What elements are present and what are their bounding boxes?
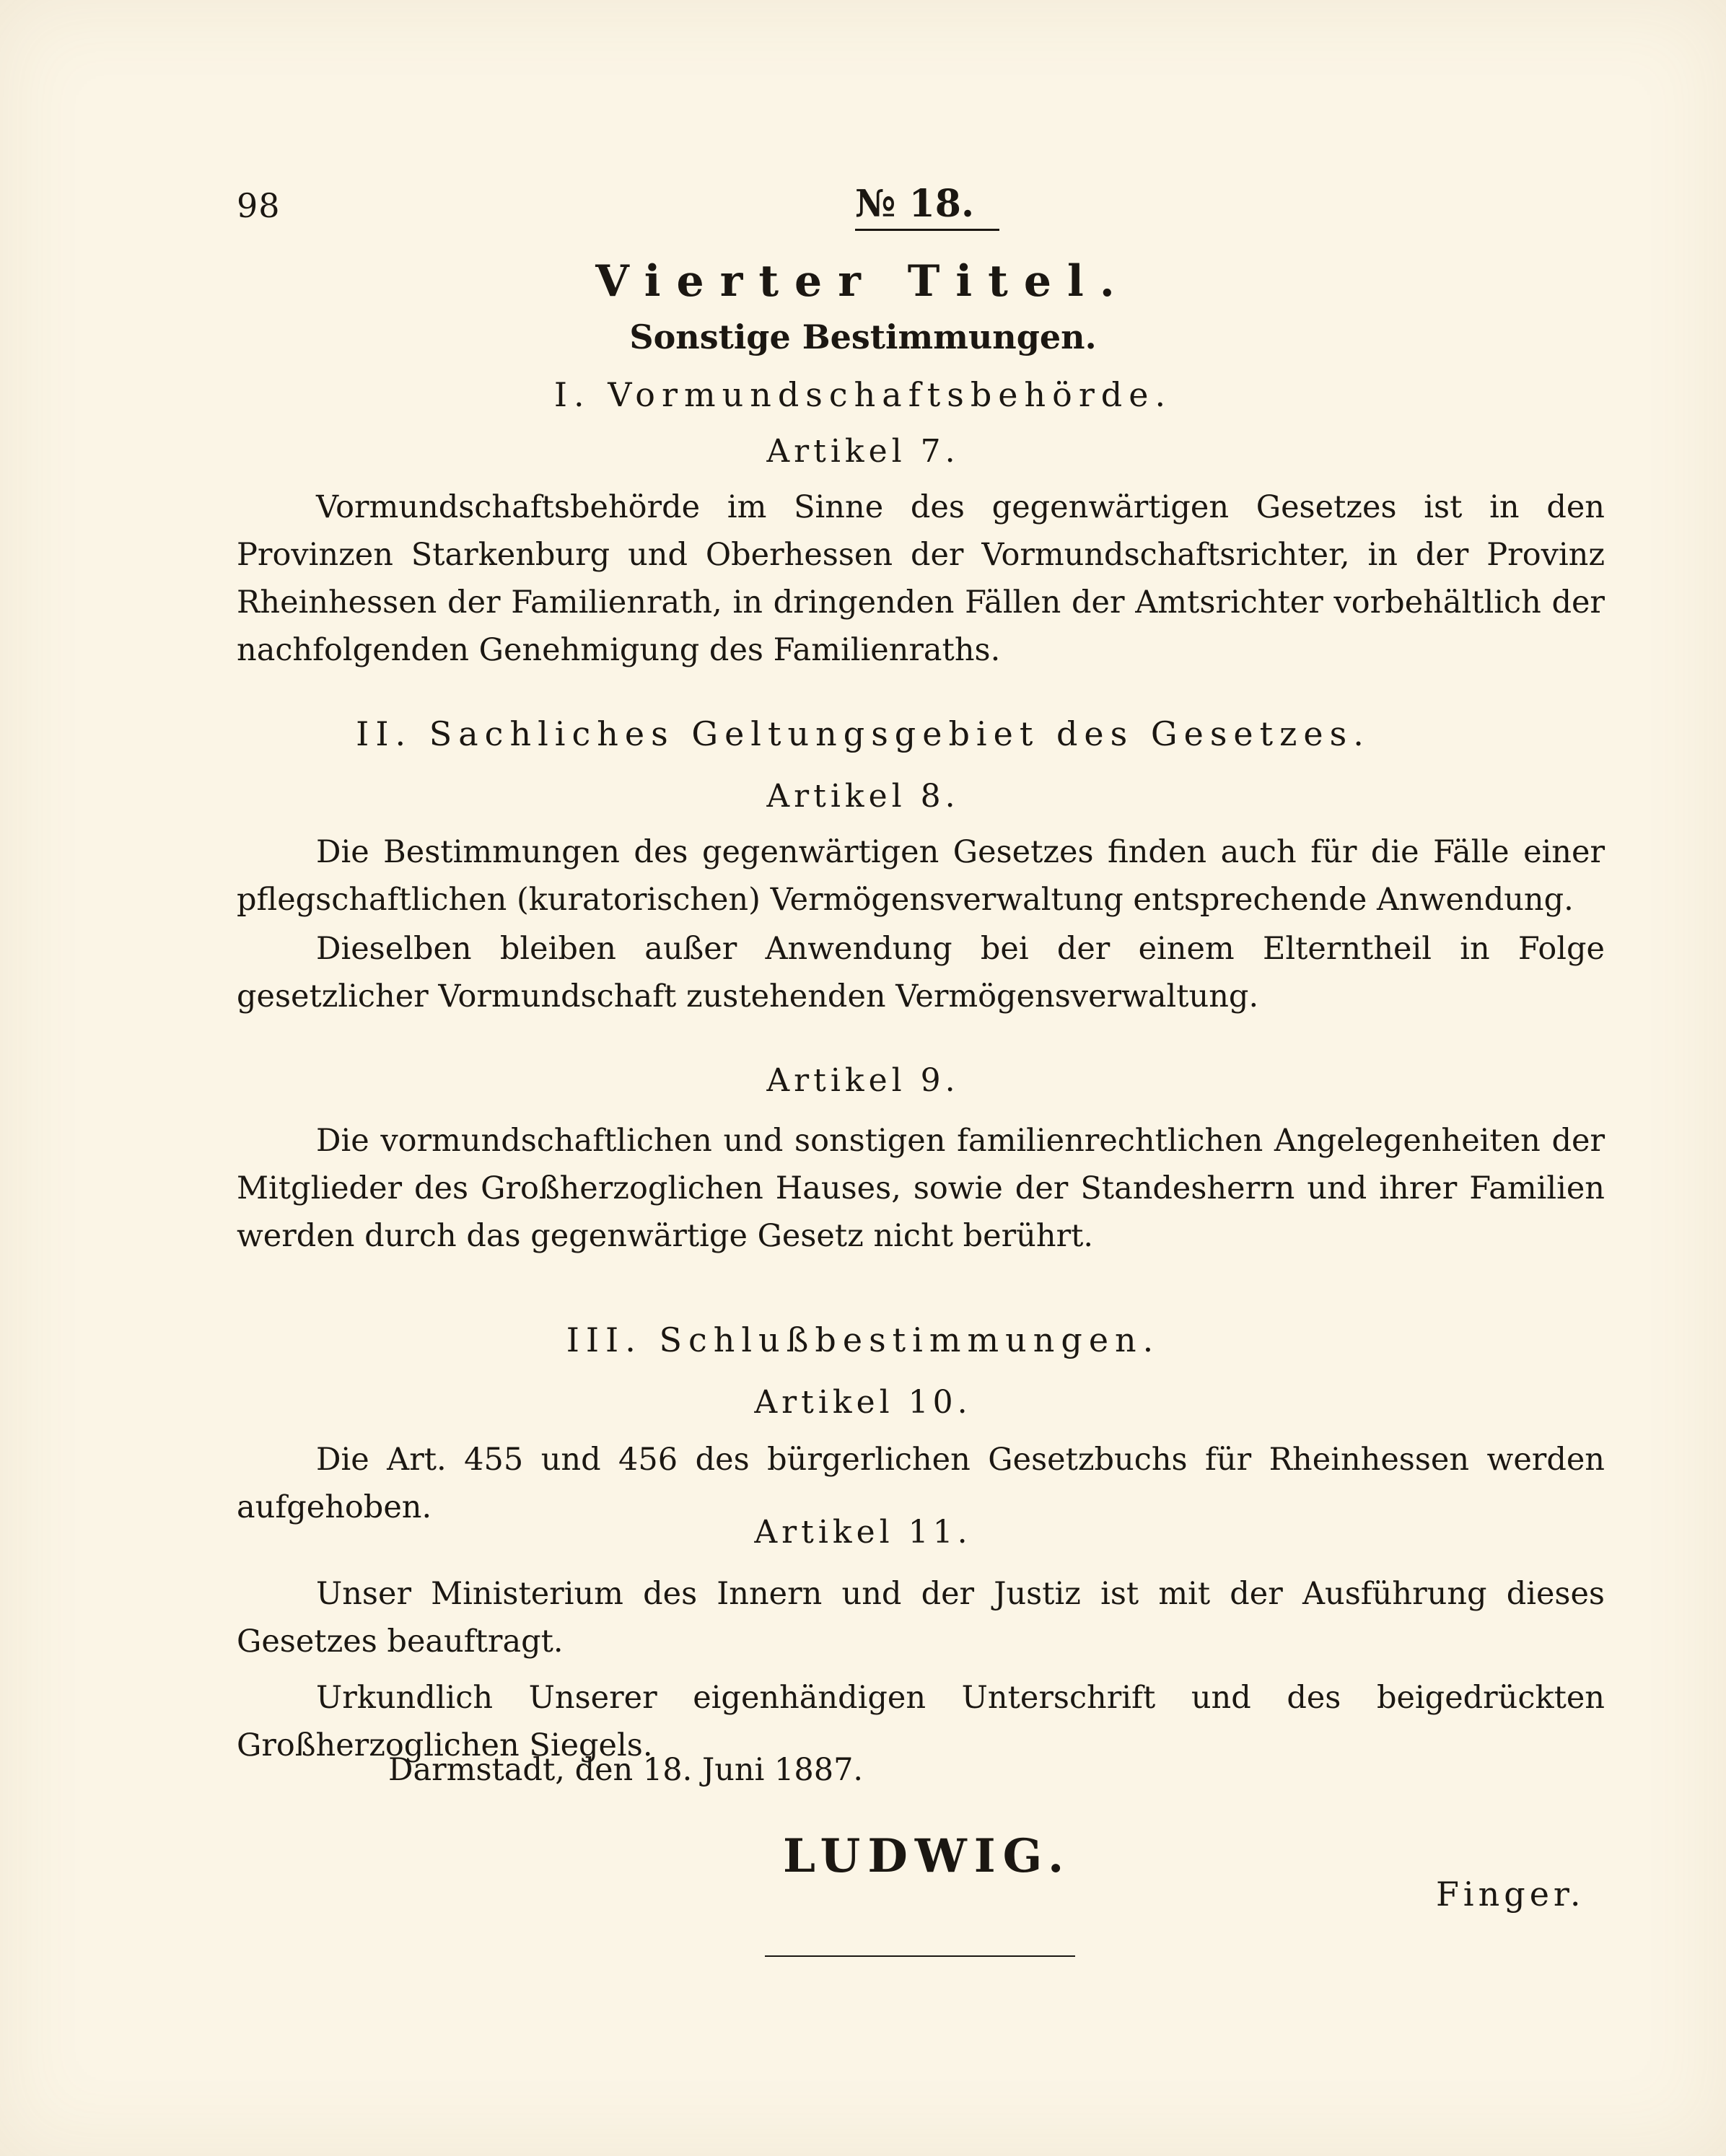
article-7-heading: Artikel 7. <box>766 433 960 470</box>
section-heading-1: I. Vormundschaftsbehörde. <box>553 375 1173 414</box>
signature-finger: Finger. <box>1436 1875 1585 1914</box>
section-heading-3: III. Schlußbestimmungen. <box>566 1320 1160 1359</box>
article-9-text: Die vormundschaftlichen und sonstigen familienrechtlichen Angelegenheiten der Mitglieder des Großherzoglichen Hauses, sowie der Standesherrn und ihrer Familien werden durch das gegenwärtige Gesetz nicht berührt. <box>237 1123 1605 1254</box>
place-date: Darmstadt, den 18. Juni 1887. <box>388 1752 864 1788</box>
article-11-heading: Artikel 11. <box>754 1514 972 1551</box>
article-9-heading: Artikel 9. <box>766 1062 960 1099</box>
article-8-paragraph-2: Dieselben bleiben außer Anwendung bei der einem Elterntheil in Folge gesetzlicher Vormundschaft zustehenden Vermögensverwaltung. <box>237 931 1605 1015</box>
closing-rule <box>765 1955 1075 1957</box>
title-sub: Sonstige Bestimmungen. <box>629 317 1097 356</box>
article-8-heading: Artikel 8. <box>766 778 960 815</box>
section-heading-2: II. Sachliches Geltungsgebiet des Gesetzes. <box>356 714 1370 753</box>
article-7-text: Vormundschaftsbehörde im Sinne des gegenwärtigen Gesetzes ist in den Provinzen Starkenburg und Oberhessen der Vormundschaftsrichter, in der Provinz Rheinhessen der Familienrath, in dringenden Fällen der Amtsrichter vorbehältlich der nachfolgenden Genehmigung des Familienraths. <box>237 489 1605 668</box>
page-number: 98 <box>237 186 281 225</box>
signature-ludwig: LUDWIG. <box>783 1829 1072 1883</box>
article-10-heading: Artikel 10. <box>754 1384 972 1421</box>
article-11-paragraph-1: Unser Ministerium des Innern und der Justiz ist mit der Ausführung dieses Gesetzes beauftragt. <box>237 1576 1605 1660</box>
article-8-paragraph-1: Die Bestimmungen des gegenwärtigen Gesetzes finden auch für die Fälle einer pflegschaftlichen (kuratorischen) Vermögensverwaltung entsprechende Anwendung. <box>237 834 1605 918</box>
title-main: Vierter Titel. <box>595 256 1131 307</box>
article-10-text: Die Art. 455 und 456 des bürgerlichen Gesetzbuchs für Rheinhessen werden aufgehoben. <box>237 1442 1605 1525</box>
issue-number: № 18. <box>855 182 999 231</box>
article-11-paragraph-2: Urkundlich Unserer eigenhändigen Unterschrift und des beigedrückten Großherzoglichen Siegels. <box>237 1680 1605 1763</box>
